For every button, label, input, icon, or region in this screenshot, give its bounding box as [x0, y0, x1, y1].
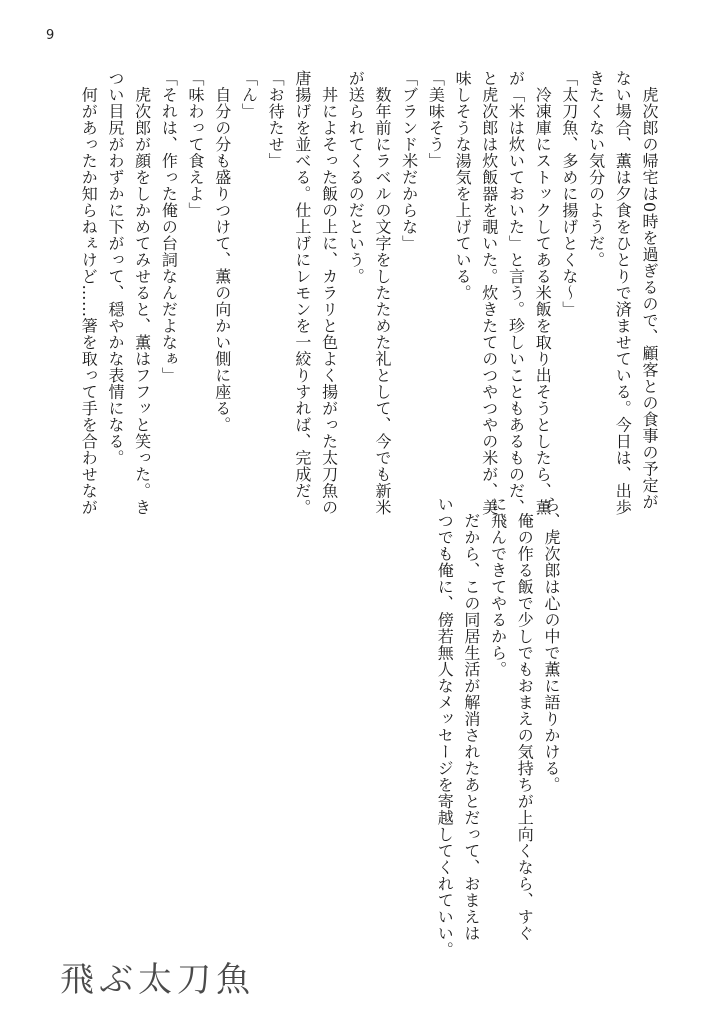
text-line: 「ん」 [239, 70, 259, 120]
text-line: が送られてくるのだという。 [346, 70, 366, 285]
text-line: 冷凍庫にストックしてある米飯を取り出そうとしたら、薫 [533, 70, 553, 516]
text-line: 自分の分も盛りつけて、薫の向かい側に座る。 [212, 70, 232, 433]
text-line: いつでも俺に、傍若無人なメッセージを寄越してくれていい。 [435, 496, 455, 958]
text-line: つい目尻がわずかに下がって、穏やかな表情になる。 [105, 70, 125, 466]
text-line: 「味わって食えよ」 [186, 70, 206, 219]
text-line: 丼によそった飯の上に、カラリと色よく揚がった太刀魚の [319, 70, 339, 516]
text-line: 味しそうな湯気を上げている。 [453, 70, 473, 301]
lower-text-column [430, 496, 564, 958]
text-line: 唐揚げを並べる。仕上げにレモンを一絞りすれば、完成だ。 [292, 70, 312, 516]
text-line: 虎次郎が顔をしかめてみせると、薫はフフッと笑った。き [132, 70, 152, 516]
text-line: が「米は炊いておいた」と言う。珍しいこともあるものだ、 [506, 70, 526, 516]
upper-text-column [75, 70, 662, 516]
text-line: 何があったか知らねぇけど……箸を取って手を合わせなが [79, 70, 99, 516]
book-title: 飛ぶ太刀魚 [60, 960, 255, 1000]
text-line: ない場合、薫は夕食をひとりで済ませている。今日は、出歩 [613, 70, 633, 516]
text-line: と虎次郎は炊飯器を覗いた。炊きたてのつやつやの米が、美 [479, 70, 499, 516]
text-line: ら、虎次郎は心の中で薫に語りかける。 [542, 496, 561, 793]
text-line: 俺の作る飯で少しでもおまえの気持ちが上向くなら、すぐ [515, 496, 535, 942]
text-line: に飛んできてやるから。 [488, 496, 508, 678]
text-line: 「美味そう」 [426, 70, 446, 169]
text-line: きたくない気分のようだ。 [586, 70, 606, 268]
text-line: 数年前にラベルの文字をしたためた礼として、今でも新米 [372, 70, 392, 516]
text-line: 「それは、作った俺の台詞なんだよなぁ」 [159, 70, 179, 384]
text-line: 虎次郎の帰宅は0時を過ぎるので、顧客との食事の予定が [640, 70, 659, 510]
text-line: 「太刀魚、多めに揚げとくな～」 [559, 70, 579, 318]
text-line: 「お待たせ」 [266, 70, 286, 169]
text-line: だから、この同居生活が解消されたあとだって、おまえは [461, 496, 481, 942]
page-number: 9 [46, 28, 55, 43]
text-line: 「ブランド米だからな」 [399, 70, 419, 252]
